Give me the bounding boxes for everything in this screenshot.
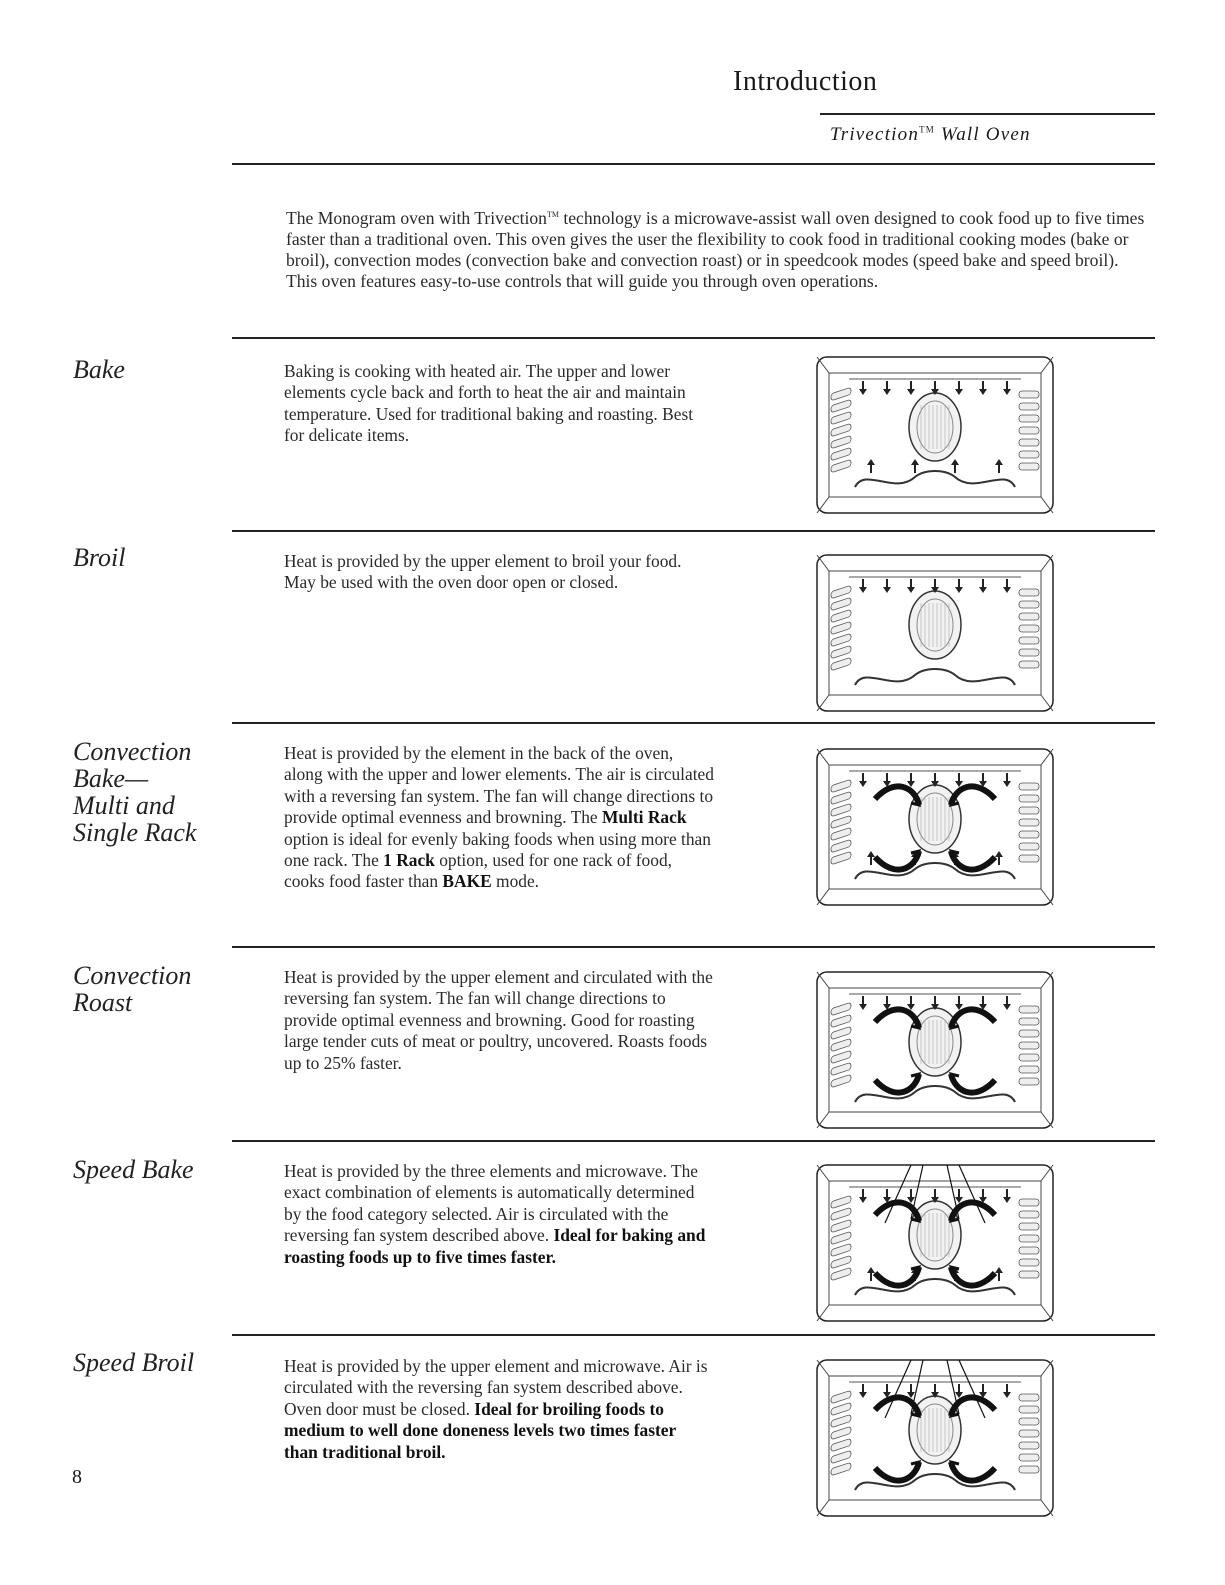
oven-drawing — [817, 972, 1053, 1128]
text-run: option is ideal for evenly baking foods when using more than one rack. The — [284, 828, 711, 871]
trademark-mark: TM — [546, 210, 559, 219]
bake-oven-diagram — [815, 355, 1055, 515]
text-run: Heat is provided by the three elements and microwave. The exact combination of elements is automatically determined by the food category selected. Air is circulated with the reversing fan system described above. — [284, 1161, 699, 1246]
text-run: option, used for one rack of food, cooks food faster than — [284, 850, 672, 892]
convection-bake-description — [284, 743, 714, 893]
rack-guide — [1019, 1042, 1039, 1049]
convection-roast-oven-diagram — [815, 970, 1055, 1130]
subtitle-rest: Wall Oven — [934, 124, 1031, 145]
convection-roast-heading — [73, 962, 191, 1016]
rack-guide — [1019, 1454, 1039, 1461]
section-divider — [232, 337, 1155, 339]
rack-guide — [1019, 783, 1039, 790]
page-number: 8 — [72, 1466, 82, 1488]
rack-guide — [1019, 807, 1039, 814]
rack-guide — [1019, 1199, 1039, 1206]
page-title: Introduction — [733, 66, 878, 97]
rack-guide — [1019, 795, 1039, 802]
rack-guide — [1019, 1066, 1039, 1073]
speed-broil-oven-diagram — [815, 1358, 1055, 1518]
rack-guide — [1019, 415, 1039, 422]
oven-drawing — [817, 1165, 1053, 1321]
rack-guide — [1019, 1394, 1039, 1401]
intro-text-rest: technology is a microwave-assist wall oven designed to cook food up to five times faster than a traditional oven. This oven gives the user the flexibility to cook food in traditional cooking modes (bake or broil), convection modes (convection bake and convection roast) or in speedcook modes (speed bake and speed broil). This oven features easy-to-use controls that will guide you through oven operations. — [286, 207, 1145, 291]
broil-oven-diagram — [815, 553, 1055, 713]
rack-guide — [1019, 1223, 1039, 1230]
rack-guide — [1019, 855, 1039, 862]
rack-guide — [1019, 1259, 1039, 1266]
oven-drawing — [817, 555, 1053, 711]
rack-guide — [1019, 451, 1039, 458]
oven-drawing — [817, 1360, 1053, 1516]
rack-guide — [1019, 463, 1039, 470]
heading-line: Roast — [73, 988, 133, 1017]
speed-broil-highlight: Ideal for broiling foods to medium to well done doneness levels two times faster than traditional broil. — [284, 1398, 676, 1462]
rack-guide — [1019, 601, 1039, 608]
convection-roast-description: Heat is provided by the upper element and circulated with the reversing fan system. The fan will change directions to provide optimal evenness and browning. Good for roasting large tender cuts of meat or poultry, uncovered. Roasts foods up to 25% faster. — [284, 967, 713, 1073]
oven-drawing — [817, 357, 1053, 513]
broil-heading: Broil — [73, 543, 126, 572]
header-divider — [820, 113, 1155, 115]
page-subtitle — [830, 124, 1031, 146]
heading-line: Convection — [73, 961, 192, 990]
section-divider — [232, 530, 1155, 532]
heading-line: Bake— — [73, 764, 149, 793]
rack-guide — [1019, 391, 1039, 398]
oven-drawing — [817, 749, 1053, 905]
speed-bake-heading: Speed Bake — [73, 1155, 194, 1184]
bake-description: Baking is cooking with heated air. The upper and lower elements cycle back and forth to heat the air and maintain temperature. Used for traditional baking and roasting. Best for delicate items. — [284, 361, 694, 446]
rack-guide — [1019, 427, 1039, 434]
rack-guide — [1019, 637, 1039, 644]
heading-line: Single Rack — [73, 818, 197, 847]
heading-line: Convection — [73, 737, 192, 766]
speed-bake-highlight: Ideal for baking and roasting foods up to five times faster. — [284, 1225, 706, 1267]
rack-guide — [1019, 1078, 1039, 1085]
rack-guide — [1019, 819, 1039, 826]
heading-line: Multi and — [73, 791, 175, 820]
trademark-mark: TM — [919, 124, 935, 135]
text-run: Heat is provided by the upper element and microwave. Air is circulated with the reversing fan system described above. Oven door must be closed. — [284, 1356, 708, 1419]
rack-guide — [1019, 1406, 1039, 1413]
rack-guide — [1019, 649, 1039, 656]
speed-broil-description — [284, 1356, 714, 1463]
section-divider — [232, 946, 1155, 948]
broil-description: Heat is provided by the upper element to broil your food. May be used with the oven door open or closed. — [284, 551, 682, 593]
intro-paragraph — [286, 204, 1146, 292]
rack-guide — [1019, 1430, 1039, 1437]
speed-bake-description — [284, 1161, 714, 1268]
top-divider — [232, 163, 1155, 165]
text-run: mode. — [491, 871, 540, 892]
rack-guide — [1019, 661, 1039, 668]
rack-guide — [1019, 403, 1039, 410]
rack-guide — [1019, 1054, 1039, 1061]
rack-guide — [1019, 1418, 1039, 1425]
rack-guide — [1019, 1030, 1039, 1037]
rack-guide — [1019, 1466, 1039, 1473]
subtitle-brand: Trivection — [830, 124, 920, 145]
rack-guide — [1019, 1018, 1039, 1025]
rack-guide — [1019, 613, 1039, 620]
convection-bake-oven-diagram — [815, 747, 1055, 907]
rack-guide — [1019, 831, 1039, 838]
convection-bake-heading — [73, 738, 196, 846]
section-divider — [232, 1140, 1155, 1142]
rack-guide — [1019, 1211, 1039, 1218]
rack-guide — [1019, 1442, 1039, 1449]
rack-guide — [1019, 1006, 1039, 1013]
rack-guide — [1019, 439, 1039, 446]
bake-heading: Bake — [73, 355, 125, 384]
speed-bake-oven-diagram — [815, 1163, 1055, 1323]
speed-broil-heading: Speed Broil — [73, 1348, 195, 1377]
bake-mode-label: BAKE — [442, 871, 492, 892]
rack-guide — [1019, 625, 1039, 632]
rack-guide — [1019, 1235, 1039, 1242]
one-rack-label: 1 Rack — [383, 850, 435, 871]
section-divider — [232, 722, 1155, 724]
rack-guide — [1019, 1271, 1039, 1278]
intro-text-start: The Monogram oven with Trivection — [286, 207, 547, 228]
rack-guide — [1019, 589, 1039, 596]
section-divider — [232, 1334, 1155, 1336]
rack-guide — [1019, 1247, 1039, 1254]
text-run: Heat is provided by the element in the back of the oven, along with the upper and lower elements. The air is circulated with a reversing fan system. The fan will change directions to provide optimal evenness and browning. The — [284, 743, 714, 828]
multi-rack-label: Multi Rack — [601, 807, 687, 828]
rack-guide — [1019, 843, 1039, 850]
